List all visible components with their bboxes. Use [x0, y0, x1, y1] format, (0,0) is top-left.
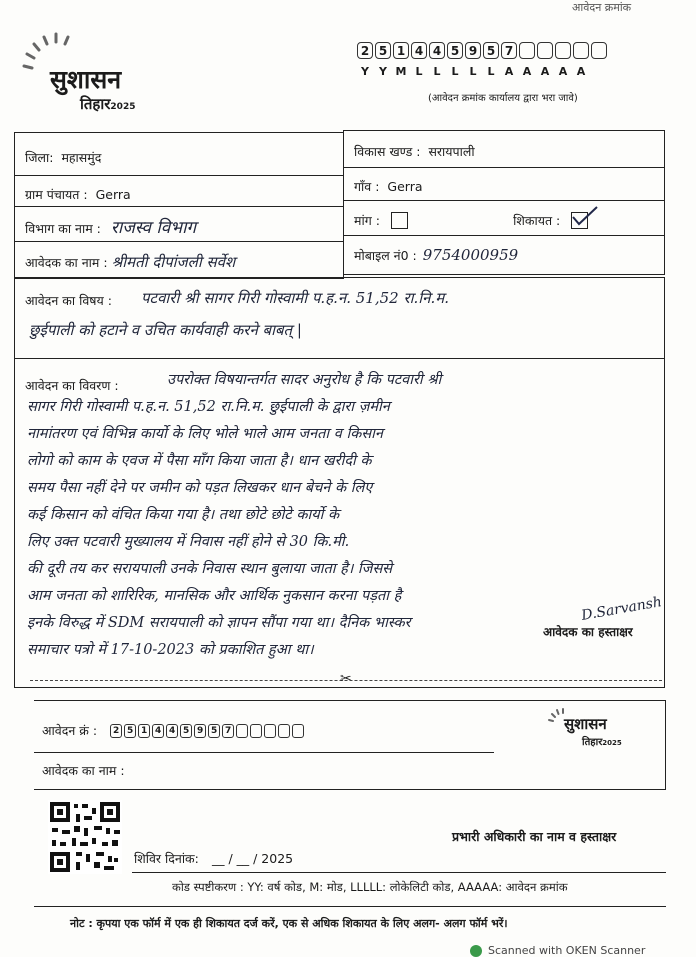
digit-box: 7	[222, 724, 234, 738]
receipt-logo-year: 2025	[602, 739, 622, 747]
details-line: समय पैसा नहीं देने पर जमीन को पड़त लिखकर धान बेचने के लिए	[27, 480, 373, 496]
panchayat-label: ग्राम पंचायत :	[25, 187, 88, 202]
demand-label: मांग :	[354, 213, 380, 228]
department-label: विभाग का नाम :	[25, 221, 101, 236]
receipt-logo	[546, 706, 656, 756]
top-caption: आवेदन क्रमांक	[572, 1, 632, 14]
officer-label: प्रभारी अधिकारी का नाम व हस्ताक्षर	[452, 829, 617, 844]
digit-box	[264, 724, 276, 738]
digit-box: 5	[483, 42, 499, 59]
code-legend-divider	[132, 872, 666, 873]
digit-box: 9	[194, 724, 206, 738]
scissors-icon: ✂	[340, 671, 352, 687]
digit-box: 2	[357, 42, 373, 59]
code-letter: L	[415, 65, 423, 78]
applicant-cell	[14, 241, 344, 279]
digit-box: 5	[180, 724, 192, 738]
receipt-number-label: आवेदन क्रं :	[42, 723, 98, 738]
camp-date-label: शिविर दिनांक:	[134, 851, 199, 866]
demand-complaint-cell	[343, 200, 665, 236]
receipt-divider	[34, 752, 494, 753]
details-line: लिए उक्त पटवारी मुख्यालय में निवास नहीं होने से 30 कि.मी.	[27, 534, 350, 550]
digit-box: 5	[447, 42, 463, 59]
code-letter: L	[469, 65, 477, 78]
applicant-label: आवेदक का नाम :	[25, 255, 108, 270]
code-letter: A	[540, 65, 550, 78]
digit-box: 5	[375, 42, 391, 59]
digit-box: 9	[465, 42, 481, 59]
code-letter: A	[558, 65, 568, 78]
receipt-name-label: आवेदक का नाम :	[42, 763, 125, 778]
details-line: सागर गिरी गोस्वामी प.ह.न. 51,52 रा.नि.म. छुईपाली के द्वारा ज़मीन	[27, 399, 390, 415]
details-cell	[14, 358, 665, 688]
digit-box	[519, 42, 535, 59]
digit-box	[236, 724, 248, 738]
receipt-number-row	[42, 720, 304, 739]
code-letter: M	[395, 65, 407, 78]
panchayat-cell	[14, 175, 344, 207]
complaint-checkbox[interactable]	[571, 212, 588, 229]
digit-box	[250, 724, 262, 738]
sushasan-logo	[16, 28, 176, 118]
details-line: लोगो को काम के एवज में पैसा माँग किया जाता है। धान खरीदी के	[27, 453, 372, 469]
code-letter: L	[451, 65, 459, 78]
signature-label: आवेदक का हस्ताक्षर	[543, 625, 633, 639]
scanner-mark-text: Scanned with OKEN Scanner	[488, 944, 646, 957]
code-letter: L	[433, 65, 441, 78]
block-label: विकास खण्ड :	[354, 144, 421, 159]
code-letter: Y	[361, 65, 369, 78]
applicant-signature: D.Sarvansh	[580, 594, 664, 624]
camp-date-value: __ / __ / 2025	[211, 851, 294, 866]
digit-box: 7	[501, 42, 517, 59]
details-line: समाचार पत्रो में 17-10-2023 को प्रकाशित हुआ था।	[27, 642, 314, 658]
subject-label: आवेदन का विषय :	[25, 293, 112, 308]
digit-box: 4	[429, 42, 445, 59]
receipt-number-boxes	[110, 724, 304, 738]
demand-checkbox[interactable]	[391, 212, 408, 229]
subject-cell	[14, 277, 665, 359]
office-fill-note: (आवेदन क्रमांक कार्यालय द्वारा भरा जावे)	[428, 93, 578, 104]
details-line: इनके विरुद्ध में SDM सरायपाली को ज्ञापन सौंपा गया था। दैनिक भास्कर	[27, 615, 411, 631]
logo-sub	[80, 94, 135, 114]
receipt-logo-sub	[582, 734, 622, 748]
village-cell	[343, 167, 665, 201]
digit-box	[555, 42, 571, 59]
code-letter: A	[576, 65, 586, 78]
details-line: आम जनता को शारिरिक, मानसिक और आर्थिक नुकसान करना पड़ता है	[27, 588, 402, 604]
code-letter: L	[487, 65, 495, 78]
details-line: उपरोक्त विषयान्तर्गत सादर अनुरोध है कि पटवारी श्री	[167, 372, 442, 388]
digit-box: 4	[411, 42, 427, 59]
digit-box	[537, 42, 553, 59]
code-letter: A	[504, 65, 514, 78]
village-label: गाँव :	[354, 179, 380, 194]
digit-box: 5	[208, 724, 220, 738]
logo-year: 2025	[110, 102, 136, 112]
district-cell	[14, 132, 344, 176]
digit-box: 5	[124, 724, 136, 738]
department-cell	[14, 206, 344, 242]
code-letter: A	[522, 65, 532, 78]
digit-box: 1	[393, 42, 409, 59]
details-label: आवेदन का विवरण :	[25, 378, 119, 393]
district-label: जिला:	[25, 150, 54, 165]
logo-sub-text: तिहार	[80, 95, 111, 113]
receipt-bottom-border	[34, 906, 666, 907]
details-line: कई किसान को वंचित किया गया है। तथा छोटे छोटे कार्यो के	[27, 507, 340, 523]
receipt-logo-title: सुशासन	[564, 715, 607, 733]
department-value: राजस्व विभाग	[110, 218, 197, 238]
digit-box	[591, 42, 607, 59]
village-value: Gerra	[387, 179, 423, 194]
digit-box	[292, 724, 304, 738]
digit-box	[573, 42, 589, 59]
digit-box: 2	[110, 724, 122, 738]
logo-title: सुशासन	[50, 65, 122, 94]
panchayat-value: Gerra	[95, 187, 131, 202]
scanner-mark	[470, 944, 645, 957]
footer-note: नोट : कृपया एक फॉर्म में एक ही शिकायत दर्ज करें, एक से अधिक शिकायत के लिए अलग- अलग फॉर्म भरें।	[70, 917, 508, 930]
camp-date-row	[134, 848, 293, 867]
subject-line-2: छुईपाली को हटाने व उचित कार्यवाही करने बाबत् |	[29, 321, 302, 339]
applicant-value: श्रीमती दीपांजली सर्वेश	[111, 253, 236, 271]
block-cell	[343, 130, 665, 168]
checkmark-icon	[570, 205, 600, 229]
mobile-value: 9754000959	[422, 246, 519, 264]
digit-box: 1	[138, 724, 150, 738]
details-line: नामांतरण एवं विभिन्न कार्यो के लिए भोले भाले आम जनता व किसान	[27, 426, 383, 442]
subject-line-1: पटवारी श्री सागर गिरी गोस्वामी प.ह.न. 51,52 रा.नि.म.	[141, 289, 449, 307]
application-number-boxes	[357, 42, 607, 59]
qr-code-icon	[48, 800, 122, 874]
mobile-label: मोबाइल नं0 :	[354, 248, 417, 263]
district-value: महासमुंद	[61, 150, 102, 165]
application-number-codes	[357, 65, 607, 78]
code-legend: कोड स्पष्टीकरण : YY: वर्ष कोड, M: मोड, LLLLL: लोकेलिटी कोड, AAAAA: आवेदन क्रमांक	[172, 880, 568, 894]
scanner-logo-icon	[470, 945, 482, 957]
mobile-cell	[343, 235, 665, 275]
complaint-label: शिकायत :	[513, 213, 561, 228]
code-letter: Y	[379, 65, 387, 78]
digit-box: 4	[166, 724, 178, 738]
digit-box	[278, 724, 290, 738]
block-value: सरायपाली	[428, 144, 475, 159]
receipt-logo-sub-text: तिहार	[582, 737, 603, 748]
details-line: की दूरी तय कर सरायपाली उनके निवास स्थान बुलाया जाता है। जिससे	[27, 561, 393, 577]
digit-box: 4	[152, 724, 164, 738]
application-number	[357, 42, 607, 78]
